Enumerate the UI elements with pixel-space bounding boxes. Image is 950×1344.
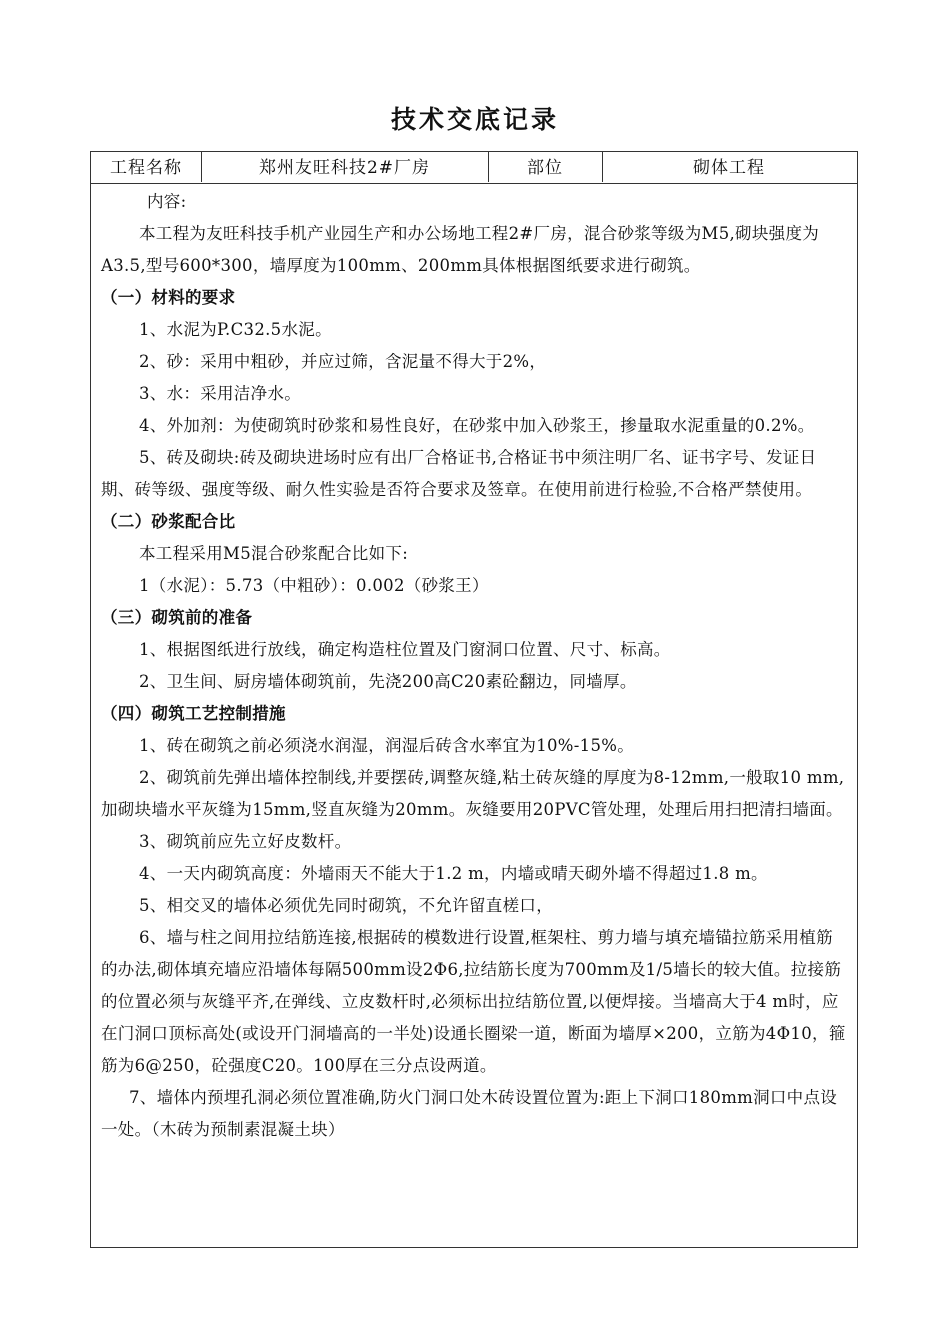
list-item: 1、水泥为P.C32.5水泥。 [139,320,332,339]
list-item: 4、外加剂：为使砌筑时砂浆和易性良好，在砂浆中加入砂浆王，掺量取水泥重量的0.2%。 [139,416,815,435]
part-value: 砌体工程 [693,158,765,178]
list-item: 1、砖在砌筑之前必须浇水润湿，润湿后砖含水率宜为10%-15%。 [139,736,635,755]
document-title: 技术交底记录 [390,105,559,134]
list-item: 2、卫生间、厨房墙体砌筑前，先浇200高C20素砼翻边，同墙厚。 [139,672,637,691]
project-name-value: 郑州友旺科技2#厂房 [258,158,431,178]
project-name-label: 工程名称 [110,158,182,178]
list-item: 5、相交叉的墙体必须优先同时砌筑，不允许留直槎口， [139,896,553,915]
list-item: 2、砂：采用中粗砂，并应过筛，含泥量不得大于2%， [139,352,547,371]
list-item: 本工程采用M5混合砂浆配合比如下: [139,544,409,563]
list-item: 5、砖及砌块:砖及砌块进场时应有出厂合格证书,合格证书中须注明厂名、证书字号、发证日期、砖等级、强度等级、耐久性实验是否符合要求及签章。在使用前进行检验,不合格严禁使用。 [101,448,817,499]
section-title: （一）材料的要求 [101,288,236,307]
list-item: 3、水：采用洁净水。 [139,384,301,403]
list-item: 7、墙体内预埋孔洞必须位置准确,防火门洞口处木砖设置位置为:距上下洞口180mm洞口中点设一处。（木砖为预制素混凝土块） [101,1088,838,1139]
section-title: （三）砌筑前的准备 [101,608,253,627]
section-title: （二）砂浆配合比 [101,512,236,531]
list-item: 3、砌筑前应先立好皮数杆。 [139,832,352,851]
list-item: 2、砌筑前先弹出墙体控制线,并要摆砖,调整灰缝,粘土砖灰缝的厚度为8-12mm,一般取10 mm,加砌块墙水平灰缝为15mm,竖直灰缝为20mm。灰缝要用20PVC管处理，处理后用扫把清扫墙面。 [101,768,845,819]
list-item: 1（水泥）：5.73（中粗砂）：0.002（砂浆王） [139,576,489,595]
intro-paragraph: 本工程为友旺科技手机产业园生产和办公场地工程2#厂房，混合砂浆等级为M5,砌块强度为A3.5,型号600*300，墙厚度为100mm、200mm具体根据图纸要求进行砌筑。 [101,224,820,275]
header-row [91,152,857,184]
content-body [101,186,849,1146]
record-table [90,151,858,1248]
part-label: 部位 [527,158,563,178]
list-item: 1、根据图纸进行放线，确定构造柱位置及门窗洞口位置、尺寸、标高。 [139,640,671,659]
list-item: 6、墙与柱之间用拉结筋连接,根据砖的模数进行设置,框架柱、剪力墙与填充墙锚拉筋采用植筋的办法,砌体填充墙应沿墙体每隔500mm设2Φ6,拉结筋长度为700mm及1/5墙长的较大值。拉接筋的位置必须与灰缝平齐,在弹线、立皮数杆时,必须标出拉结筋位置,以便焊接。当墙高大于4 m时，应在门洞口顶标高处(或设开门洞墙高的一半处)设通长圈梁一道，断面为墙厚×200，立筋为4Φ10，箍筋为6@250，砼强度C20。100厚在三分点设两道。 [101,928,846,1075]
section-title: （四）砌筑工艺控制措施 [101,704,286,723]
list-item: 4、一天内砌筑高度：外墙雨天不能大于1.2 m，内墙或晴天砌外墙不得超过1.8 m。 [139,864,768,883]
content-heading: 内容: [147,192,187,211]
